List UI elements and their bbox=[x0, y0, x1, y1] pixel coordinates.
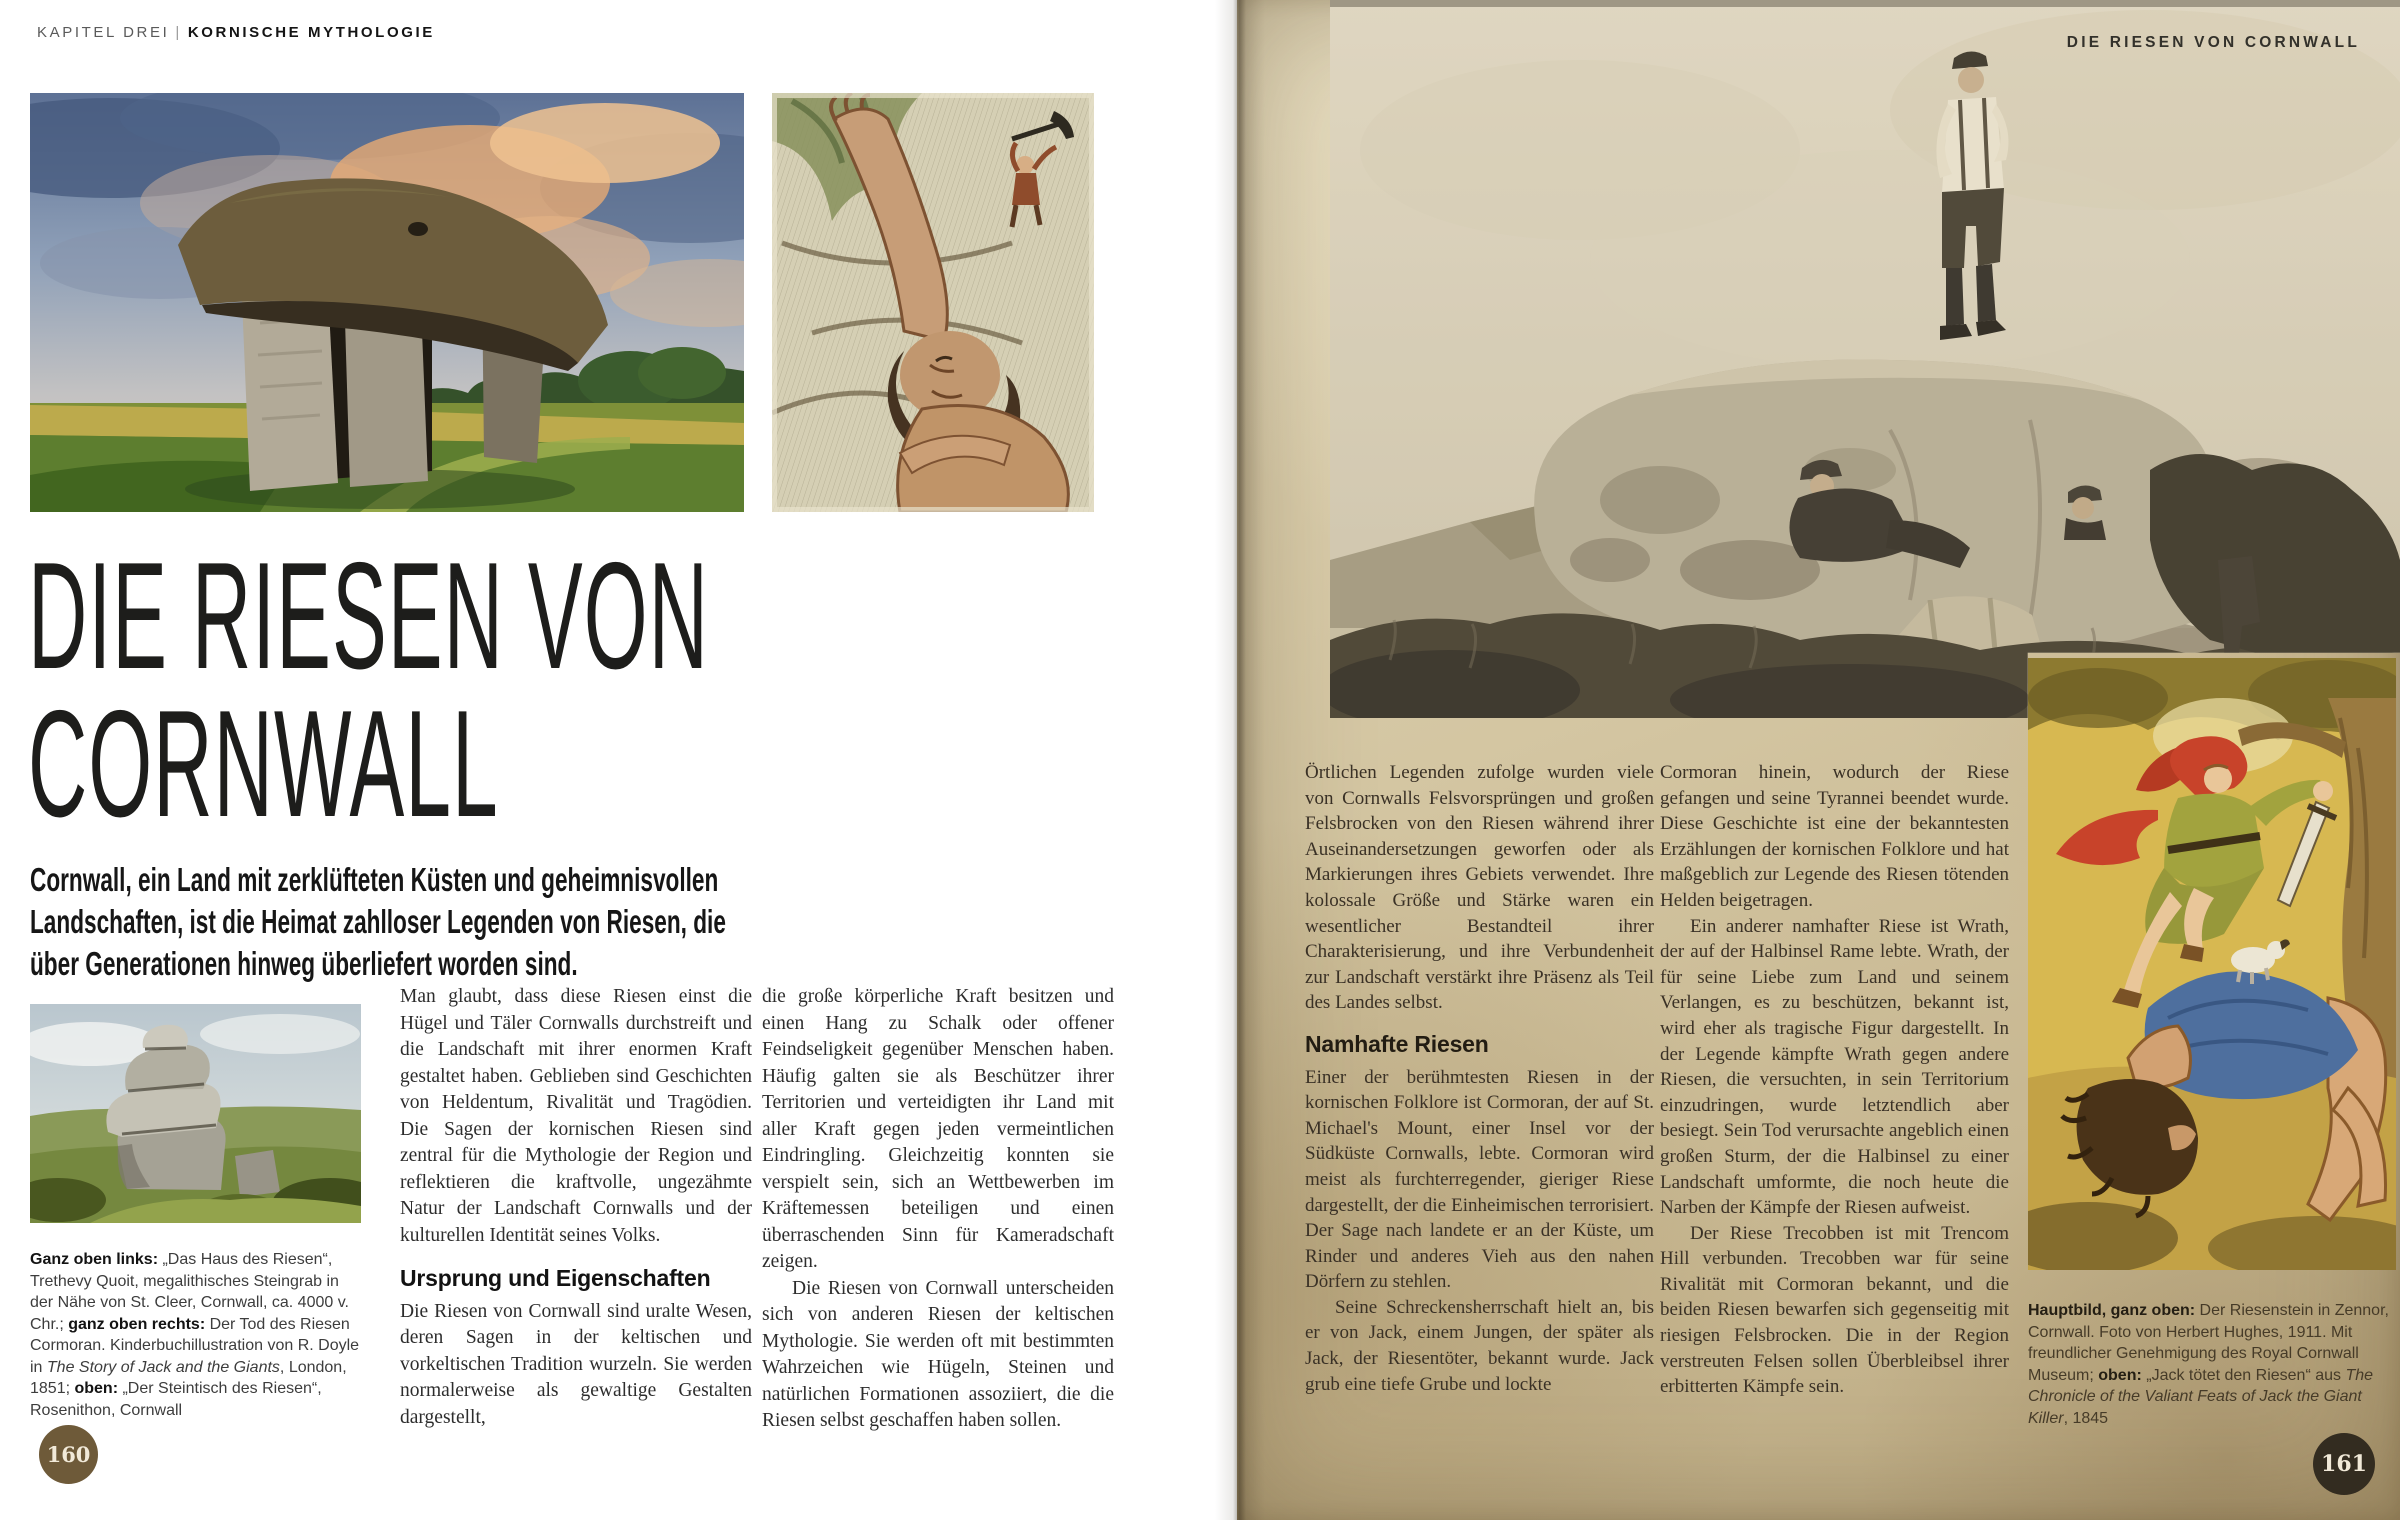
jack-giant-killer-plate bbox=[2028, 658, 2396, 1270]
zennor-giant-stone-photo bbox=[1330, 0, 2400, 718]
boulder-photo-illustration bbox=[1330, 0, 2400, 718]
left-text-column-1 bbox=[400, 984, 752, 1431]
body-paragraph: die große körperliche Kraft besitzen und einen Hang zu Schalk oder offener Feindseligkeit gegenüber Menschen haben. Häufig galten sie als Beschützer ihrer Territorien und verteidigten ihr Land mit aller Kraft gegen jeden vermeintlichen Eindringling. Gleichzeitig konnten sie verspielt sein, sich an Wettbewerben im Kräftemessen beteiligen und einen überraschenden Sinn für Kameradschaft zeigen. bbox=[762, 986, 1114, 1272]
page-title-line2: CORNWALL bbox=[28, 679, 499, 849]
left-figure-caption bbox=[30, 1249, 360, 1421]
caption-text: , London, 1851; bbox=[30, 1358, 347, 1397]
body-paragraph: Ein anderer namhafter Riese ist Wrath, der auf der Halbinsel Rame lebte. Wrath, der für seine Liebe zum Land und seinem Verlangen, es zu beschützen, bekannt ist, wird eher als tragische Figur dargestellt. In der Legende kämpfte Wrath gegen andere Riesen, die versuchten, in sein Territorium einzudringen, wurde letztendlich aber besiegt. Sein Tod verursachte angeblich einen großen Sturm, der die Halbinsel zu einer Landschaft umformte, die noch heute die Narben der Kämpfe der Riesen aufweist. bbox=[1660, 915, 2009, 1219]
caption-label: oben: bbox=[2098, 1366, 2142, 1384]
body-paragraph: Cormoran hinein, wodurch der Riese gefangen und seine Tyrannei beendet wurde. Diese Geschichte ist eine der bekanntesten Erzählungen der kornischen Folklore und hat maßgeblich zur Legende des Riesen tötenden Helden beigetragen. bbox=[1660, 762, 2009, 911]
left-text-column-2 bbox=[762, 984, 1114, 1435]
header-divider: | bbox=[175, 24, 182, 41]
page-title-line1: DIE RIESEN VON bbox=[28, 531, 710, 701]
caption-label: Ganz oben links: bbox=[30, 1251, 159, 1268]
body-paragraph: Man glaubt, dass diese Riesen einst die Hügel und Täler Cornwalls durchstreift und die Landschaft mit ihrer enormen Kraft gestaltet haben. Geblieben sind Geschichten von Heldentum, Rivalität und Tragödien. Die Sagen der kornischen Riesen sind zentral für die Mythologie der Region und reflektieren die kraftvolle, ungezähmte Natur der Landschaft Cornwalls und der kulturellen Identität seines Volks. bbox=[400, 986, 752, 1246]
caption-label: Hauptbild, ganz oben: bbox=[2028, 1302, 2196, 1319]
caption-label: oben: bbox=[74, 1380, 119, 1397]
page-number-badge-left: 160 bbox=[39, 1425, 98, 1484]
jack-kills-giant-illustration bbox=[2028, 658, 2396, 1270]
chapter-label: KAPITEL DREI bbox=[37, 24, 170, 41]
rock-stack-photo bbox=[30, 1004, 361, 1223]
right-text-column-2 bbox=[1660, 760, 2009, 1400]
rock-stack-illustration bbox=[30, 1004, 361, 1223]
running-head-right: DIE RIESEN VON CORNWALL bbox=[2066, 34, 2360, 51]
running-head-left bbox=[37, 24, 435, 41]
page-number-badge-right: 161 bbox=[2313, 1433, 2375, 1495]
subsection-heading: Namhafte Riesen bbox=[1305, 1030, 1489, 1057]
right-page bbox=[1237, 0, 2400, 1520]
cormoran-death-illustration bbox=[772, 93, 1094, 512]
caption-text: Der Tod des Riesen Cormoran. Kinderbuchillustration von R. Doyle in bbox=[30, 1315, 360, 1376]
right-figure-caption bbox=[2028, 1300, 2390, 1429]
caption-text: , 1845 bbox=[2063, 1409, 2109, 1427]
body-paragraph: Örtlichen Legenden zufolge wurden viele von Cornwalls Felsvorsprüngen und großen Felsbrocken von den Riesen während ihrer Auseinandersetzungen geworfen oder als Markierungen ihres Gebiets verwendet. Ihre kolossale Größe und Stärke waren ein wesentlicher Bestandteil ihrer Charakterisierung, und ihre Verbundenheit zur Landschaft verstärkt ihre Präsenz als Teil des Landes selbst. bbox=[1305, 762, 1654, 1014]
body-paragraph: Die Riesen von Cornwall sind uralte Wesen, deren Sagen in der keltischen und vorkeltischen Tradition wurzeln. Sie werden normalerweise als gewaltige Gestalten dargestellt, bbox=[400, 1300, 752, 1428]
intro-standfirst: Cornwall, ein Land mit zerklüfteten Küsten und geheimnisvollen Landschaften, ist die Heimat zahlloser Legenden von Riesen, die über Generationen hinweg überliefert worden sind. bbox=[30, 861, 726, 982]
body-paragraph: Die Riesen von Cornwall unterscheiden sich von anderen Riesen der keltischen Mythologie. Sie werden oft mit bestimmten Wahrzeichen wie Hügeln, Steinen und natürlichen Formationen assoziiert, die die Riesen selbst geschaffen haben sollen. bbox=[762, 1277, 1114, 1431]
caption-text: „Der Steintisch des Riesen“, Rosenithon, Cornwall bbox=[30, 1380, 322, 1419]
caption-label: ganz oben rechts: bbox=[68, 1315, 206, 1333]
right-text-column-1 bbox=[1305, 760, 1654, 1397]
caption-book-title: The Chronicle of the Valiant Feats of Jack the Giant Killer bbox=[2028, 1366, 2374, 1427]
caption-text: Der Riesenstein in Zennor, Cornwall. Foto von Herbert Hughes, 1911. Mit freundlicher Genehmigung des Royal Cornwall Museum; bbox=[2028, 1302, 2389, 1384]
body-paragraph: Der Riese Trecobben ist mit Trencom Hill verbunden. Trecobben war für seine Rivalität mit Cormoran bekannt, und die beiden Riesen bewarfen sich gegenseitig mit riesigen Felsbrocken. Die in der Region verstreuten Felsen sollen Überbleibsel ihrer erbitterten Kämpfe sein. bbox=[1660, 1222, 2009, 1398]
caption-text: „Jack tötet den Riesen“ aus bbox=[2141, 1366, 2346, 1384]
dolmen-illustration bbox=[30, 93, 744, 512]
section-label: KORNISCHE MYTHOLOGIE bbox=[187, 24, 435, 41]
trethevy-quoit-photo bbox=[30, 93, 744, 512]
body-paragraph: Einer der berühmtesten Riesen in der kornischen Folklore ist Cormoran, der auf St. Michael's Mount, einer Insel vor der Südküste Cornwalls, lebte. Cormoran wird meist als furchterregender, gieriger Riese dargestellt, der die Einheimischen terrorisiert. Der Sage nach landete er an der Küste, um Rinder und anderes Vieh aus den nahen Dörfern zu stehlen. bbox=[1305, 1066, 1654, 1293]
subsection-heading: Ursprung und Eigenschaften bbox=[400, 1265, 711, 1291]
giant-engraving bbox=[772, 93, 1094, 512]
body-paragraph: Seine Schreckensherrschaft hielt an, bis er von Jack, einem Jungen, der später als Jack, der Riesentöter, bekannt wurde. Jack grub eine tiefe Grube und lockte bbox=[1305, 1296, 1654, 1395]
caption-book-title: The Story of Jack and the Giants bbox=[46, 1358, 280, 1376]
caption-text: „Das Haus des Riesen“, Trethevy Quoit, megalithisches Steingrab in der Nähe von St. Cleer, Cornwall, ca. 4000 v. Chr.; bbox=[30, 1251, 349, 1333]
